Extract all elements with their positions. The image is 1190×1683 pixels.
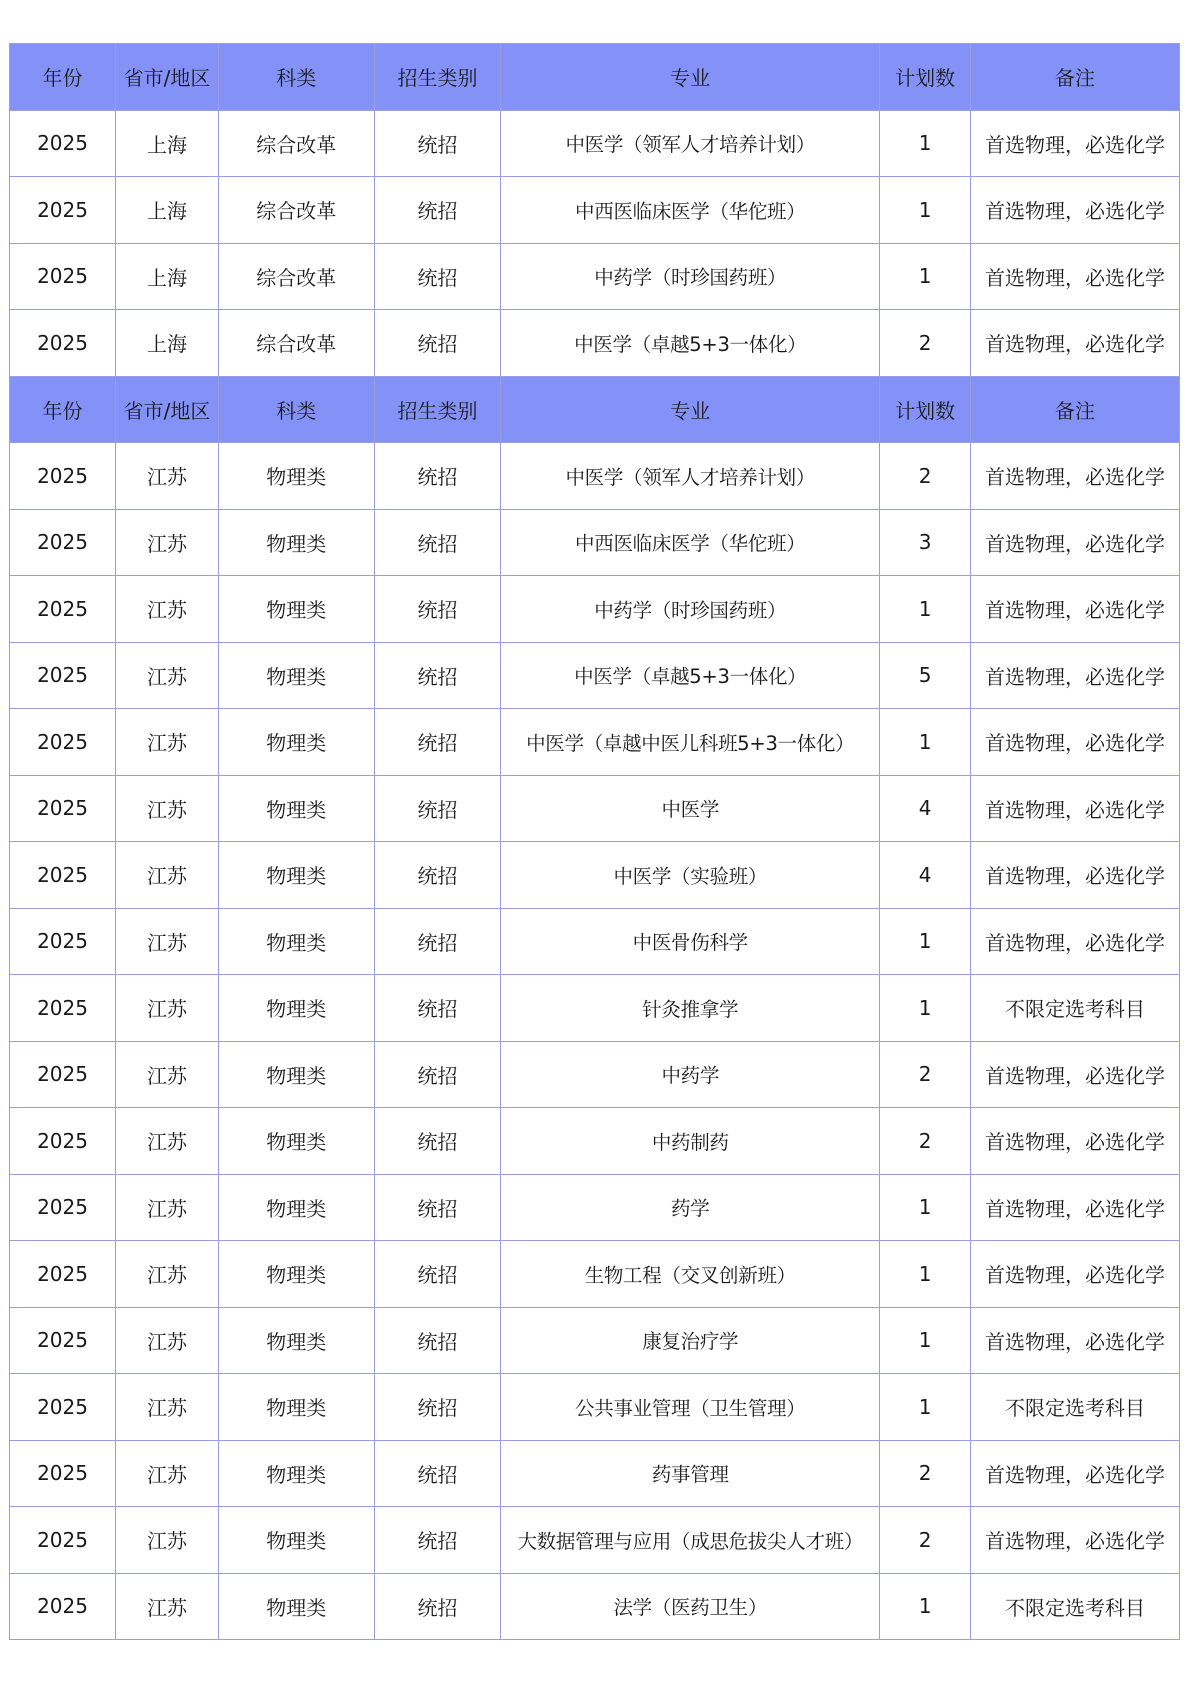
table-row — [10, 642, 1180, 709]
category-cell: 综合改革 — [218, 310, 374, 377]
table-row — [10, 243, 1180, 310]
table-row — [10, 1174, 1180, 1241]
enroll-type-cell: 统招 — [374, 975, 501, 1042]
header-row — [10, 44, 1180, 111]
enroll-type-cell: 统招 — [374, 1374, 501, 1441]
year-cell: 2025 — [10, 1108, 116, 1175]
plan-count-cell: 1 — [880, 1241, 971, 1308]
major-cell: 中医学（卓越中医儿科班5+3一体化） — [501, 709, 880, 776]
remarks-cell: 首选物理，必选化学 — [971, 177, 1180, 244]
enroll-type-cell: 统招 — [374, 642, 501, 709]
major-header: 专业 — [501, 44, 880, 111]
plan-count-header: 计划数 — [880, 44, 971, 111]
enroll-type-cell: 统招 — [374, 177, 501, 244]
year-cell: 2025 — [10, 1507, 116, 1574]
category-cell: 物理类 — [218, 1573, 374, 1640]
enroll-type-cell: 统招 — [374, 1440, 501, 1507]
plan-count-cell: 1 — [880, 975, 971, 1042]
major-cell: 中医学（领军人才培养计划） — [501, 110, 880, 177]
year-cell: 2025 — [10, 243, 116, 310]
category-cell: 综合改革 — [218, 243, 374, 310]
plan-count-cell: 2 — [880, 310, 971, 377]
table-body — [10, 44, 1180, 1640]
remarks-cell: 首选物理，必选化学 — [971, 1440, 1180, 1507]
category-cell: 物理类 — [218, 443, 374, 510]
category-cell: 物理类 — [218, 709, 374, 776]
enroll-type-cell: 统招 — [374, 1507, 501, 1574]
category-cell: 物理类 — [218, 1174, 374, 1241]
plan-count-cell: 2 — [880, 1108, 971, 1175]
remarks-cell: 首选物理，必选化学 — [971, 642, 1180, 709]
table-row — [10, 908, 1180, 975]
table-row — [10, 1241, 1180, 1308]
table-row — [10, 709, 1180, 776]
major-cell: 大数据管理与应用（成思危拔尖人才班） — [501, 1507, 880, 1574]
enroll-type-cell: 统招 — [374, 842, 501, 909]
remarks-cell: 首选物理，必选化学 — [971, 576, 1180, 643]
remarks-cell: 首选物理，必选化学 — [971, 243, 1180, 310]
table-row — [10, 177, 1180, 244]
major-cell: 中医学（领军人才培养计划） — [501, 443, 880, 510]
enroll-type-header: 招生类别 — [374, 376, 501, 443]
remarks-cell: 首选物理，必选化学 — [971, 842, 1180, 909]
table-row — [10, 1041, 1180, 1108]
table-row — [10, 1307, 1180, 1374]
major-cell: 中医学（实验班） — [501, 842, 880, 909]
year-cell: 2025 — [10, 975, 116, 1042]
plan-count-cell: 1 — [880, 908, 971, 975]
enroll-type-cell: 统招 — [374, 243, 501, 310]
major-cell: 生物工程（交叉创新班） — [501, 1241, 880, 1308]
category-cell: 物理类 — [218, 775, 374, 842]
year-cell: 2025 — [10, 642, 116, 709]
region-cell: 上海 — [116, 110, 219, 177]
table-row — [10, 110, 1180, 177]
year-cell: 2025 — [10, 709, 116, 776]
year-cell: 2025 — [10, 1041, 116, 1108]
region-cell: 江苏 — [116, 443, 219, 510]
major-cell: 中医学（卓越5+3一体化） — [501, 310, 880, 377]
year-cell: 2025 — [10, 509, 116, 576]
major-cell: 中药学（时珍国药班） — [501, 576, 880, 643]
table-row — [10, 1440, 1180, 1507]
plan-count-cell: 5 — [880, 642, 971, 709]
plan-count-cell: 1 — [880, 177, 971, 244]
plan-count-cell: 1 — [880, 1307, 971, 1374]
remarks-cell: 不限定选考科目 — [971, 1374, 1180, 1441]
plan-count-cell: 1 — [880, 110, 971, 177]
category-cell: 物理类 — [218, 1374, 374, 1441]
plan-count-cell: 4 — [880, 842, 971, 909]
remarks-cell: 首选物理，必选化学 — [971, 775, 1180, 842]
category-cell: 物理类 — [218, 1041, 374, 1108]
table-row — [10, 310, 1180, 377]
region-header: 省市/地区 — [116, 376, 219, 443]
major-cell: 中药制药 — [501, 1108, 880, 1175]
table-row — [10, 509, 1180, 576]
remarks-cell: 不限定选考科目 — [971, 975, 1180, 1042]
major-cell: 中药学（时珍国药班） — [501, 243, 880, 310]
table-row — [10, 576, 1180, 643]
plan-count-cell: 1 — [880, 1573, 971, 1640]
remarks-cell: 首选物理，必选化学 — [971, 443, 1180, 510]
remarks-cell: 首选物理，必选化学 — [971, 1307, 1180, 1374]
year-header: 年份 — [10, 44, 116, 111]
region-cell: 江苏 — [116, 1174, 219, 1241]
plan-count-cell: 1 — [880, 1374, 971, 1441]
major-header: 专业 — [501, 376, 880, 443]
major-cell: 药事管理 — [501, 1440, 880, 1507]
plan-count-header: 计划数 — [880, 376, 971, 443]
remarks-cell: 首选物理，必选化学 — [971, 908, 1180, 975]
region-cell: 江苏 — [116, 1573, 219, 1640]
major-cell: 针灸推拿学 — [501, 975, 880, 1042]
year-cell: 2025 — [10, 1307, 116, 1374]
header-row — [10, 376, 1180, 443]
enroll-type-cell: 统招 — [374, 1174, 501, 1241]
year-cell: 2025 — [10, 310, 116, 377]
category-cell: 物理类 — [218, 1307, 374, 1374]
table-row — [10, 1507, 1180, 1574]
year-cell: 2025 — [10, 1440, 116, 1507]
year-cell: 2025 — [10, 443, 116, 510]
plan-count-cell: 2 — [880, 443, 971, 510]
major-cell: 中医学（卓越5+3一体化） — [501, 642, 880, 709]
table-row — [10, 1108, 1180, 1175]
admission-plan-table — [9, 43, 1180, 1640]
category-cell: 物理类 — [218, 1440, 374, 1507]
category-header: 科类 — [218, 376, 374, 443]
table-row — [10, 443, 1180, 510]
year-header: 年份 — [10, 376, 116, 443]
plan-count-cell: 1 — [880, 709, 971, 776]
region-cell: 江苏 — [116, 1041, 219, 1108]
region-cell: 江苏 — [116, 775, 219, 842]
category-cell: 物理类 — [218, 509, 374, 576]
region-cell: 江苏 — [116, 1374, 219, 1441]
plan-count-cell: 3 — [880, 509, 971, 576]
category-cell: 物理类 — [218, 975, 374, 1042]
remarks-header: 备注 — [971, 44, 1180, 111]
category-cell: 物理类 — [218, 1108, 374, 1175]
remarks-cell: 首选物理，必选化学 — [971, 1241, 1180, 1308]
major-cell: 中药学 — [501, 1041, 880, 1108]
year-cell: 2025 — [10, 1374, 116, 1441]
major-cell: 药学 — [501, 1174, 880, 1241]
plan-count-cell: 2 — [880, 1041, 971, 1108]
plan-count-cell: 4 — [880, 775, 971, 842]
enroll-type-cell: 统招 — [374, 775, 501, 842]
major-cell: 中医学 — [501, 775, 880, 842]
table-row — [10, 975, 1180, 1042]
major-cell: 法学（医药卫生） — [501, 1573, 880, 1640]
plan-count-cell: 2 — [880, 1440, 971, 1507]
category-cell: 物理类 — [218, 576, 374, 643]
year-cell: 2025 — [10, 1573, 116, 1640]
region-cell: 江苏 — [116, 1241, 219, 1308]
remarks-cell: 首选物理，必选化学 — [971, 1108, 1180, 1175]
enroll-type-cell: 统招 — [374, 110, 501, 177]
category-cell: 物理类 — [218, 1507, 374, 1574]
enroll-type-cell: 统招 — [374, 709, 501, 776]
plan-count-cell: 1 — [880, 243, 971, 310]
category-cell: 综合改革 — [218, 110, 374, 177]
category-cell: 综合改革 — [218, 177, 374, 244]
region-cell: 上海 — [116, 310, 219, 377]
enroll-type-cell: 统招 — [374, 1108, 501, 1175]
category-cell: 物理类 — [218, 842, 374, 909]
region-cell: 江苏 — [116, 709, 219, 776]
enroll-type-cell: 统招 — [374, 576, 501, 643]
major-cell: 公共事业管理（卫生管理） — [501, 1374, 880, 1441]
region-cell: 江苏 — [116, 576, 219, 643]
remarks-cell: 首选物理，必选化学 — [971, 310, 1180, 377]
plan-count-cell: 1 — [880, 576, 971, 643]
category-cell: 物理类 — [218, 908, 374, 975]
enroll-type-cell: 统招 — [374, 509, 501, 576]
enroll-type-cell: 统招 — [374, 1307, 501, 1374]
enroll-type-cell: 统招 — [374, 1041, 501, 1108]
remarks-cell: 首选物理，必选化学 — [971, 1507, 1180, 1574]
major-cell: 康复治疗学 — [501, 1307, 880, 1374]
region-cell: 江苏 — [116, 1307, 219, 1374]
region-cell: 上海 — [116, 243, 219, 310]
remarks-cell: 首选物理，必选化学 — [971, 509, 1180, 576]
table-row — [10, 1374, 1180, 1441]
year-cell: 2025 — [10, 576, 116, 643]
year-cell: 2025 — [10, 177, 116, 244]
year-cell: 2025 — [10, 908, 116, 975]
enroll-type-header: 招生类别 — [374, 44, 501, 111]
table-row — [10, 775, 1180, 842]
year-cell: 2025 — [10, 842, 116, 909]
region-cell: 江苏 — [116, 1440, 219, 1507]
table-row — [10, 842, 1180, 909]
remarks-cell: 首选物理，必选化学 — [971, 1041, 1180, 1108]
year-cell: 2025 — [10, 1174, 116, 1241]
major-cell: 中西医临床医学（华佗班） — [501, 177, 880, 244]
region-header: 省市/地区 — [116, 44, 219, 111]
region-cell: 江苏 — [116, 509, 219, 576]
region-cell: 江苏 — [116, 842, 219, 909]
major-cell: 中西医临床医学（华佗班） — [501, 509, 880, 576]
remarks-header: 备注 — [971, 376, 1180, 443]
remarks-cell: 首选物理，必选化学 — [971, 110, 1180, 177]
table-row — [10, 1573, 1180, 1640]
remarks-cell: 首选物理，必选化学 — [971, 709, 1180, 776]
category-cell: 物理类 — [218, 642, 374, 709]
plan-count-cell: 1 — [880, 1174, 971, 1241]
enroll-type-cell: 统招 — [374, 310, 501, 377]
enroll-type-cell: 统招 — [374, 443, 501, 510]
remarks-cell: 首选物理，必选化学 — [971, 1174, 1180, 1241]
year-cell: 2025 — [10, 110, 116, 177]
region-cell: 江苏 — [116, 1507, 219, 1574]
enroll-type-cell: 统招 — [374, 1241, 501, 1308]
major-cell: 中医骨伤科学 — [501, 908, 880, 975]
enroll-type-cell: 统招 — [374, 1573, 501, 1640]
region-cell: 上海 — [116, 177, 219, 244]
remarks-cell: 不限定选考科目 — [971, 1573, 1180, 1640]
category-cell: 物理类 — [218, 1241, 374, 1308]
region-cell: 江苏 — [116, 908, 219, 975]
region-cell: 江苏 — [116, 1108, 219, 1175]
year-cell: 2025 — [10, 1241, 116, 1308]
region-cell: 江苏 — [116, 642, 219, 709]
category-header: 科类 — [218, 44, 374, 111]
region-cell: 江苏 — [116, 975, 219, 1042]
enroll-type-cell: 统招 — [374, 908, 501, 975]
year-cell: 2025 — [10, 775, 116, 842]
plan-count-cell: 2 — [880, 1507, 971, 1574]
